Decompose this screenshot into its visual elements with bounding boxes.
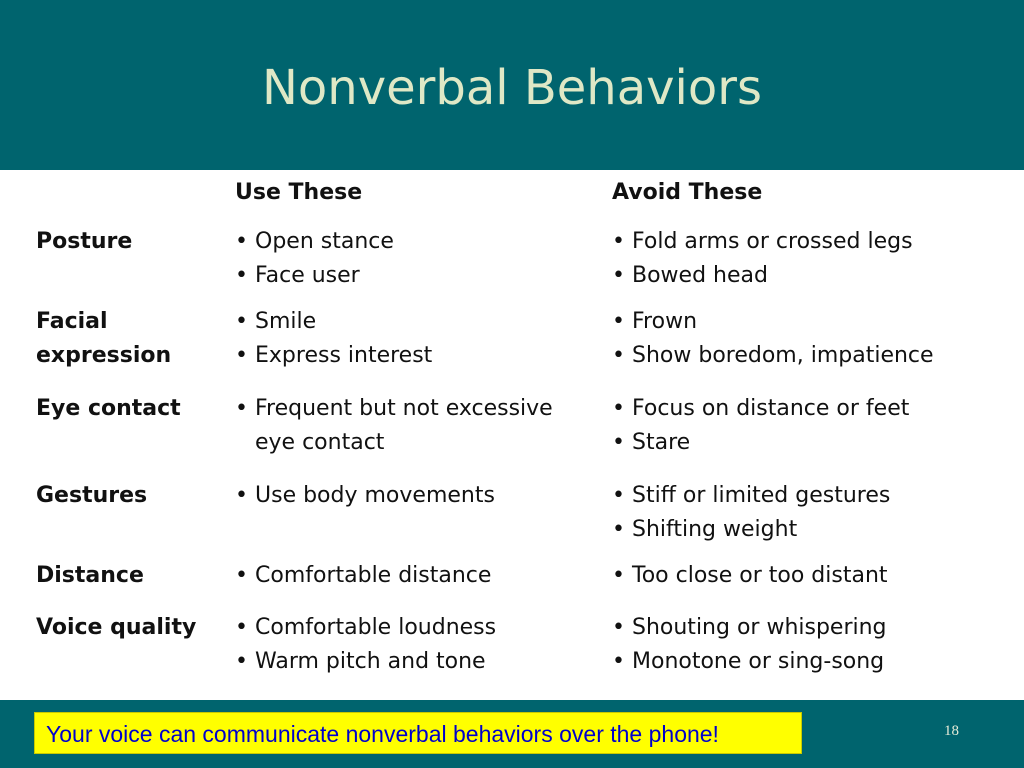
list-item: • Use body movements (235, 479, 585, 513)
list-item: • Frown (612, 305, 1012, 339)
row-label: Eye contact (36, 396, 181, 421)
use-list (235, 225, 585, 293)
list-item: • Shifting weight (612, 513, 1012, 547)
list-item: • Stiff or limited gestures (612, 479, 1012, 513)
title-banner (0, 0, 1024, 170)
avoid-list (612, 559, 1012, 593)
list-item: • Fold arms or crossed legs (612, 225, 1012, 259)
use-list (235, 392, 575, 460)
use-list (235, 479, 585, 513)
row-label: Posture (36, 229, 133, 254)
avoid-list (612, 392, 1012, 460)
slide-title: Nonverbal Behaviors (262, 60, 762, 116)
list-item: • Bowed head (612, 259, 1012, 293)
list-item: • Frequent but not excessive eye contact (235, 392, 575, 460)
column-header-use: Use These (235, 180, 363, 205)
page-number: 18 (944, 723, 959, 739)
callout-box: Your voice can communicate nonverbal behaviors over the phone! (34, 712, 802, 754)
list-item: • Too close or too distant (612, 559, 1012, 593)
avoid-list (612, 611, 1012, 679)
list-item: • Comfortable loudness (235, 611, 585, 645)
row-label: Distance (36, 563, 144, 588)
use-list (235, 611, 585, 679)
list-item: • Express interest (235, 339, 585, 373)
list-item: • Show boredom, impatience (612, 339, 1012, 373)
list-item: • Face user (235, 259, 585, 293)
row-label: Gestures (36, 483, 148, 508)
list-item: • Open stance (235, 225, 585, 259)
footer-bar (0, 700, 1024, 768)
use-list (235, 305, 585, 373)
avoid-list (612, 225, 1012, 293)
avoid-list (612, 305, 1012, 373)
list-item: • Stare (612, 426, 1012, 460)
list-item: • Shouting or whispering (612, 611, 1012, 645)
row-label: Voice quality (36, 615, 197, 640)
behavior-table (0, 170, 1024, 700)
list-item: • Monotone or sing-song (612, 645, 1012, 679)
use-list (235, 559, 585, 593)
list-item: • Focus on distance or feet (612, 392, 1012, 426)
list-item: • Comfortable distance (235, 559, 585, 593)
column-header-avoid: Avoid These (612, 180, 763, 205)
list-item: • Warm pitch and tone (235, 645, 585, 679)
row-label: Facial expression (36, 309, 172, 368)
avoid-list (612, 479, 1012, 547)
list-item: • Smile (235, 305, 585, 339)
